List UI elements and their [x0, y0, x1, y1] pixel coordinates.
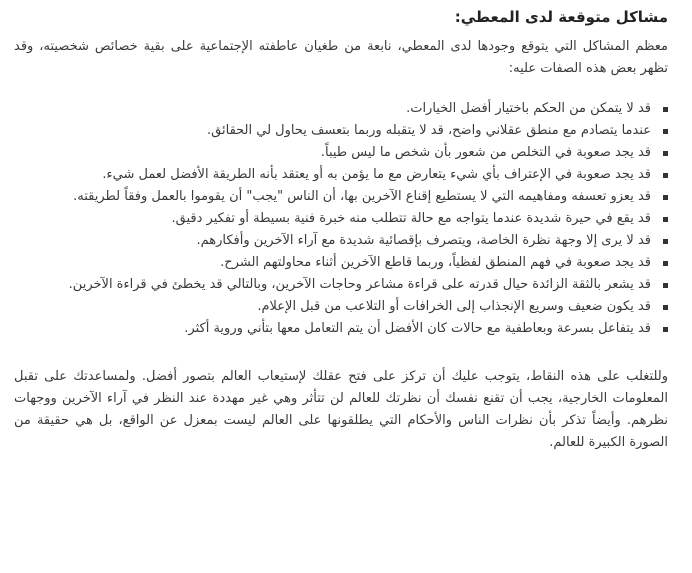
- list-item: قد لا يتمكن من الحكم باختيار أفضل الخيارات.: [14, 98, 651, 120]
- list-item: قد لا يرى إلا وجهة نظرة الخاصة، ويتصرف بإقصائية شديدة مع آراء الآخرين وأفكارهم.: [14, 230, 651, 252]
- list-item: قد يكون ضعيف وسريع الإنجذاب إلى الخرافات أو التلاعب من قبل الإعلام.: [14, 296, 651, 318]
- list-item: قد يجد صعوبة في التخلص من شعور بأن شخص ما ليس طيباً.: [14, 142, 651, 164]
- list-item: قد يجد صعوبة في فهم المنطق لفظياً، وربما قاطع الآخرين أثناء محاولتهم الشرح.: [14, 252, 651, 274]
- traits-list: [14, 98, 668, 340]
- list-item: قد يعزو تعسفه ومفاهيمه التي لا يستطيع إقناع الآخرين بها، أن الناس "يجب" أن يقوموا بالعمل وفقاً لطريقته.: [14, 186, 651, 208]
- conclusion-paragraph: وللتغلب على هذه النقاط، يتوجب عليك أن تركز على فتح عقلك لإستيعاب العالم بتصور أفضل. ولمساعدتك على تقبل المعلومات الخارجية، يجب أن تقنع نفسك أن نظرتك للعالم لن تتأثر وهي غير مهددة عند النظر في آراء الآخرين ووجهات نظرهم. وأيضاً تذكر بأن نظرات الناس والأحكام التي يطلقونها على العالم ليست بمعزل عن الواقع، بل هي حقيقة من الصورة الكبيرة للعالم.: [14, 369, 668, 450]
- list-item: قد يشعر بالثقة الزائدة حيال قدرته على قراءة مشاعر وحاجات الآخرين، وبالتالي قد يخطئ في قراءة الآخرين.: [14, 274, 651, 296]
- intro-paragraph: معظم المشاكل التي يتوقع وجودها لدى المعطي، نابعة من طغيان عاطفته الإجتماعية على بقية خصائص شخصيته، وقد تظهر بعض هذه الصفات عليه:: [14, 39, 668, 76]
- list-item: قد يقع في حيرة شديدة عندما يتواجه مع حالة تتطلب منه خبرة فنية بسيطة أو تفكير دقيق.: [14, 208, 651, 230]
- list-item: عندما يتصادم مع منطق عقلاني واضح، قد لا يتقبله وربما بتعسف يحاول لي الحقائق.: [14, 120, 651, 142]
- list-item: قد يجد صعوبة في الإعتراف بأي شيء يتعارض مع ما يؤمن به أو يعتقد بأنه الطريقة الأفضل لعمل شيء.: [14, 164, 651, 186]
- section-heading: مشاكل متوقعة لدى المعطي:: [454, 8, 668, 26]
- list-item: قد يتفاعل بسرعة وبعاطفية مع حالات كان الأفضل أن يتم التعامل معها بتأني وروية أكثر.: [14, 318, 651, 340]
